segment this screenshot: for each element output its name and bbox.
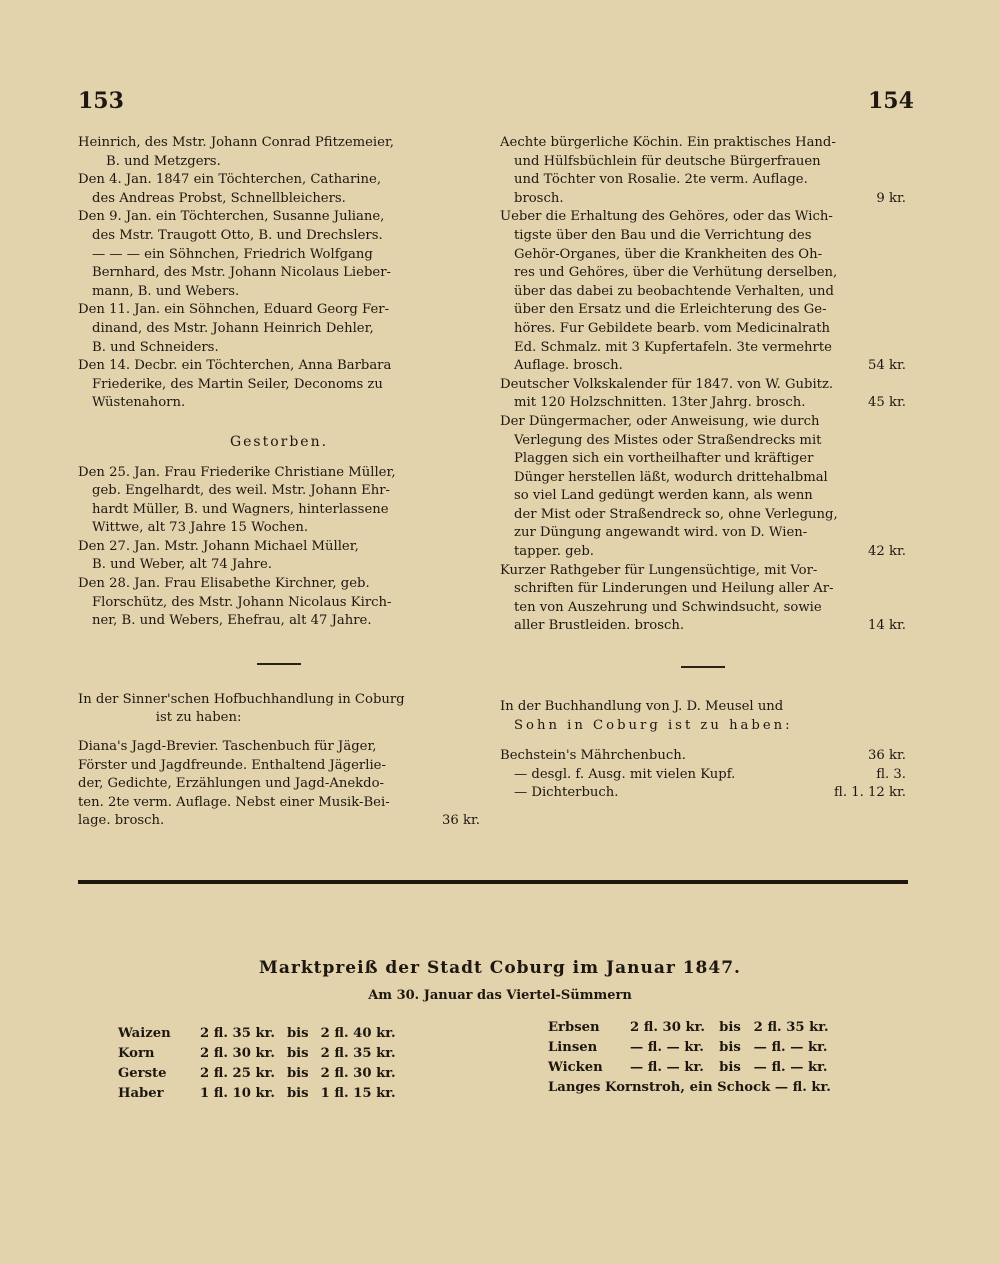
book-line: Dünger herstellen läßt, wodurch drittehalbmal — [514, 469, 828, 485]
price-high: — fl. — kr. — [753, 1040, 828, 1055]
book-line: Plaggen sich ein vortheilhafter und kräftiger — [514, 451, 814, 467]
book-entry — [500, 562, 906, 636]
entry-text: ner, B. und Webers, Ehefrau, alt 47 Jahre. — [92, 613, 372, 629]
death-entry — [78, 575, 480, 631]
book-line: aller Brustleiden. brosch. — [514, 618, 685, 634]
price-row — [548, 1038, 837, 1058]
price-high: — fl. — kr. — [753, 1060, 828, 1075]
entry-text: B. und Weber, alt 74 Jahre. — [92, 557, 272, 573]
entry-text: B. und Schneiders. — [92, 339, 219, 355]
page-number-right: 154 — [868, 88, 914, 114]
price-high: 2 fl. 30 kr. — [320, 1066, 396, 1081]
book-line: Ed. Schmalz. mit 3 Kupfertafeln. 3te vermehrte — [514, 339, 832, 355]
grain-name: Erbsen — [548, 1020, 600, 1035]
price-high: 2 fl. 35 kr. — [320, 1046, 396, 1061]
grain-name: Linsen — [548, 1040, 598, 1055]
entry-text: Heinrich, des Mstr. Johann Conrad Pfitzemeier, — [78, 135, 394, 150]
price-low: — fl. — kr. — [630, 1040, 704, 1055]
entry-text: geb. Engelhardt, des weil. Mstr. Johann Ehr- — [92, 483, 391, 499]
price-low: 2 fl. 25 kr. — [200, 1066, 275, 1081]
market-subtitle: Am 30. Januar das Viertel-Sümmern — [368, 988, 632, 1003]
birth-entry — [78, 134, 480, 171]
price-bis: bis — [286, 1066, 309, 1081]
book-line: und Töchter von Rosalie. 2te verm. Auflage. — [514, 172, 808, 188]
ad-item-price: fl. 1. 12 kr. — [834, 785, 906, 801]
market-title: Marktpreiß der Stadt Coburg im Januar 1847. — [259, 958, 741, 978]
ad-line: Diana's Jagd-Brevier. Taschenbuch für Jäger, — [78, 739, 377, 755]
book-line: tapper. geb. — [514, 544, 594, 560]
price-bis: bis — [719, 1020, 741, 1035]
birth-entry — [78, 208, 480, 301]
book-price: 54 kr. — [867, 358, 906, 374]
entry-text: Bernhard, des Mstr. Johann Nicolaus Lieber- — [92, 265, 391, 281]
entry-text: — — — ein Söhnchen, Friedrich Wolfgang — [92, 246, 373, 262]
entry-text: Den 11. Jan. ein Söhnchen, Eduard Georg Fer- — [78, 302, 390, 318]
entry-text: Den 4. Jan. 1847 ein Töchterchen, Catharine, — [78, 172, 382, 188]
entry-text: Den 25. Jan. Frau Friederike Christiane Müller, — [78, 464, 396, 480]
grain-name: Wicken — [548, 1060, 603, 1075]
ad-price: 36 kr. — [441, 813, 480, 829]
entry-text: B. und Metzgers. — [106, 153, 221, 169]
book-line: Aechte bürgerliche Köchin. Ein praktisches Hand- — [500, 135, 836, 150]
price-high: 2 fl. 40 kr. — [320, 1026, 396, 1041]
straw-price: Langes Kornstroh, ein Schock — fl. kr. — [548, 1080, 831, 1095]
entry-text: Den 14. Decbr. ein Töchterchen, Anna Barbara — [78, 358, 392, 374]
death-entry — [78, 538, 480, 575]
deaths-heading: Gestorben. — [229, 433, 329, 450]
book-line: schriften für Linderungen und Heilung aller Ar- — [514, 581, 834, 597]
book-line: so viel Land gedüngt werden kann, als wenn — [514, 488, 813, 504]
price-row — [118, 1084, 402, 1104]
book-line: höres. Fur Gebildete bearb. vom Medicinalrath — [514, 320, 831, 336]
ad-item-price: 36 kr. — [867, 748, 906, 764]
book-line: Kurzer Rathgeber für Lungensüchtige, mit Vor- — [500, 562, 818, 578]
book-line: und Hülfsbüchlein für deutsche Bürgerfrauen — [514, 153, 821, 169]
ad-intro-2: ist zu haben: — [155, 710, 242, 726]
ad-price-line — [78, 812, 480, 831]
book-entry — [500, 413, 906, 562]
price-high: 2 fl. 35 kr. — [753, 1020, 829, 1035]
ad-line: lage. brosch. — [78, 813, 165, 829]
ad-item-title: Bechstein's Mährchenbuch. — [500, 748, 686, 764]
book-line: der Mist oder Straßendreck so, ohne Verlegung, — [514, 506, 838, 522]
price-low: 1 fl. 10 kr. — [200, 1086, 275, 1101]
book-price: 45 kr. — [867, 395, 906, 411]
grain-name: Waizen — [118, 1026, 171, 1041]
book-line: über den Ersatz und die Erleichterung des Ge- — [514, 302, 827, 318]
birth-entry — [78, 301, 480, 357]
price-row — [118, 1044, 402, 1064]
price-bis: bis — [719, 1060, 741, 1075]
price-bis: bis — [719, 1040, 741, 1055]
ad-item — [500, 784, 906, 803]
entry-text: Wüstenahorn. — [92, 395, 186, 411]
book-price: 14 kr. — [867, 618, 906, 634]
price-bis: bis — [286, 1086, 309, 1101]
book-line: res und Gehöres, über die Verhütung derselben, — [514, 265, 838, 281]
grain-name: Haber — [118, 1086, 164, 1101]
market-table-left — [118, 1024, 402, 1104]
death-entry — [78, 464, 480, 538]
ad-intro: In der Sinner'schen Hofbuchhandlung in Coburg — [78, 691, 405, 707]
book-price-line — [514, 357, 906, 376]
grain-name: Korn — [118, 1046, 155, 1061]
price-low: 2 fl. 30 kr. — [200, 1046, 275, 1061]
birth-entry — [78, 357, 480, 413]
entry-text: Den 28. Jan. Frau Elisabethe Kirchner, geb. — [78, 576, 370, 592]
book-price-line — [514, 394, 906, 413]
book-entry — [500, 376, 906, 413]
ad-line: der, Gedichte, Erzählungen und Jagd-Anekdo- — [78, 776, 384, 792]
book-line: Gehör-Organes, über die Krankheiten des Oh- — [514, 246, 823, 262]
page-divider — [78, 880, 908, 884]
book-line: Ueber die Erhaltung des Gehöres, oder das Wich- — [500, 209, 833, 225]
ad-item — [500, 747, 906, 766]
left-column — [78, 134, 480, 831]
ad-item-price: fl. 3. — [876, 766, 906, 782]
sinner-ad — [78, 691, 480, 831]
book-line: ten von Auszehrung und Schwindsucht, sowie — [514, 599, 822, 615]
price-low: 2 fl. 30 kr. — [630, 1020, 705, 1035]
entry-text: mann, B. und Webers. — [92, 283, 240, 299]
ad-item — [500, 766, 906, 785]
book-line: zur Düngung angewandt wird. von D. Wien- — [514, 525, 808, 541]
ad-item-title: — Dichterbuch. — [514, 785, 619, 801]
price-row — [118, 1024, 402, 1044]
book-line: tigste über den Bau und die Verrichtung des — [514, 227, 812, 243]
births-list — [78, 134, 480, 413]
book-line: über das dabei zu beobachtende Verhalten, und — [514, 283, 834, 299]
book-line: Der Düngermacher, oder Anweisung, wie durch — [500, 413, 820, 429]
entry-text: hardt Müller, B. und Wagners, hinterlassene — [92, 501, 389, 517]
entry-text: des Mstr. Traugott Otto, B. und Drechslers. — [92, 227, 383, 243]
ad-item-title: — desgl. f. Ausg. mit vielen Kupf. — [514, 766, 736, 782]
book-line: Verlegung des Mistes oder Straßendrecks mit — [514, 432, 822, 448]
deaths-list — [78, 464, 480, 631]
book-line: Deutscher Volkskalender für 1847. von W. Gubitz. — [500, 376, 834, 392]
price-bis: bis — [286, 1026, 309, 1041]
entry-text: des Andreas Probst, Schnellbleichers. — [92, 190, 346, 206]
price-row — [548, 1058, 837, 1078]
meusel-ad — [500, 698, 906, 803]
entry-text: Florschütz, des Mstr. Johann Nicolaus Kirch- — [92, 594, 392, 610]
ad-line: ten. 2te verm. Auflage. Nebst einer Musik-Bei- — [78, 794, 390, 810]
ad-line: Förster und Jagdfreunde. Enthaltend Jägerlie- — [78, 757, 386, 773]
book-entry — [500, 208, 906, 375]
book-price: 9 kr. — [876, 190, 906, 206]
book-price: 42 kr. — [867, 544, 906, 560]
entry-text: Wittwe, alt 73 Jahre 15 Wochen. — [92, 520, 309, 536]
entry-text: Friederike, des Martin Seiler, Deconoms zu — [92, 376, 383, 392]
market-table-right — [548, 1018, 837, 1098]
grain-name: Gerste — [118, 1066, 167, 1081]
entry-text: dinand, des Mstr. Johann Heinrich Dehler, — [92, 320, 374, 336]
book-line: Auflage. brosch. — [514, 358, 623, 374]
price-row — [118, 1064, 402, 1084]
book-price-line — [514, 190, 906, 209]
page-number-left: 153 — [78, 88, 124, 114]
book-entry — [500, 134, 906, 208]
price-high: 1 fl. 15 kr. — [320, 1086, 396, 1101]
price-bis: bis — [286, 1046, 309, 1061]
price-row — [548, 1018, 837, 1038]
price-row — [548, 1078, 837, 1098]
entry-text: Den 9. Jan. ein Töchterchen, Susanne Juliane, — [78, 209, 385, 225]
book-price-line — [514, 543, 906, 562]
book-line: mit 120 Holzschnitten. 13ter Jahrg. brosch. — [514, 395, 806, 411]
book-price-line — [514, 617, 906, 636]
ad-intro: In der Buchhandlung von J. D. Meusel und — [500, 699, 784, 715]
ad-intro-2: Sohn in Coburg ist zu haben: — [514, 717, 793, 733]
right-column — [500, 134, 906, 803]
book-line: brosch. — [514, 190, 564, 206]
price-low: 2 fl. 35 kr. — [200, 1026, 275, 1041]
price-low: — fl. — kr. — [630, 1060, 704, 1075]
entry-text: Den 27. Jan. Mstr. Johann Michael Müller, — [78, 538, 359, 554]
birth-entry — [78, 171, 480, 208]
